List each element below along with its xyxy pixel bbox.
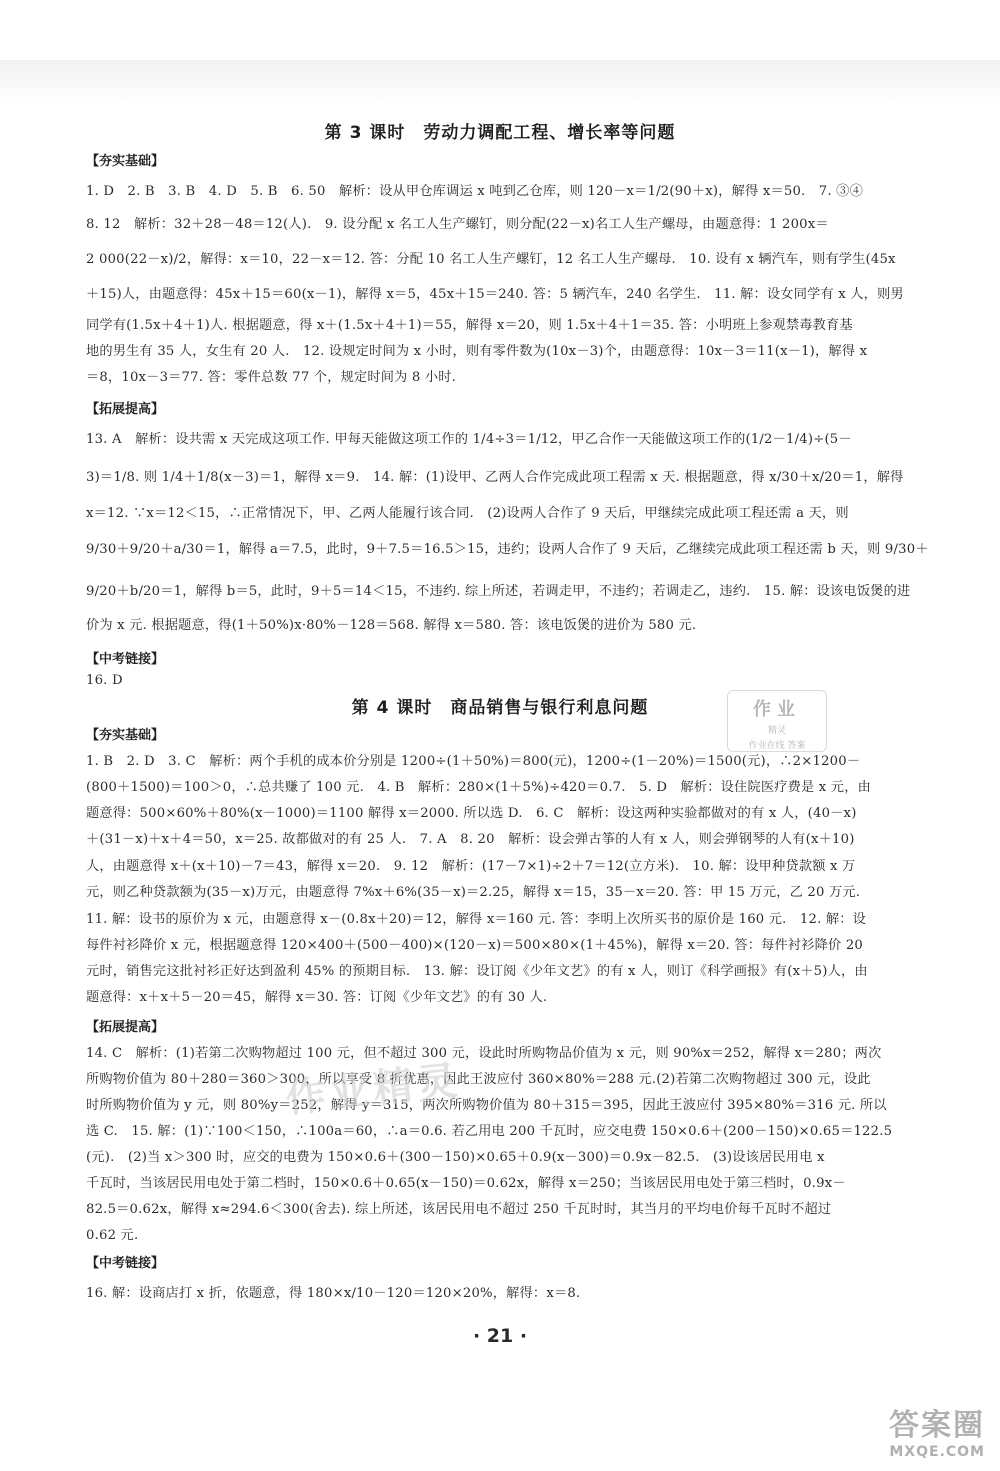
answer-line: 9/20＋b/20＝1，解得 b＝5，此时，9＋5＝14＜15，不违约. 综上所述，若调走甲，不违约；若调走乙，违约. 15. 解：设该电饭煲的进 (86, 584, 911, 599)
logo-url: MXQE.COM (889, 1444, 985, 1460)
answer-line: 14. C 解析：(1)若第二次购物超过 100 元，但不超过 300 元，设此时所购物品价值为 x 元，则 90%x＝252，解得 x＝280；两次 (86, 1046, 882, 1061)
stamp-text: 精灵 (767, 726, 786, 736)
answer-line: 2 000(22－x)/2，解得：x＝10，22－x＝12. 答：分配 10 名工人生产螺钉，12 名工人生产螺母. 10. 设有 x 辆汽车，则有学生(45x (86, 252, 896, 267)
watermark-stamp (727, 690, 827, 752)
lesson-4-title: 第 4 课时 商品销售与银行利息问题 (351, 698, 649, 718)
answer-line: 0.62 元. (86, 1228, 139, 1243)
answer-line: 同学有(1.5x＋4＋1)人. 根据题意，得 x＋(1.5x＋4＋1)＝55，解得 x＝20，则 1.5x＋4＋1＝35. 答：小明班上参观禁毒教育基 (86, 318, 853, 333)
answer-line: 9/30＋9/20＋a/30＝1，解得 a＝7.5，此时，9＋7.5＝16.5＞15，违约；设两人合作了 9 天后，乙继续完成此项工程还需 b 天，则 9/30＋ (86, 542, 929, 557)
answer-line: 人，由题意得 x＋(x＋10)－7＝43，解得 x＝20. 9. 12 解析：(17－7×1)÷2＋7＝12(立方米). 10. 解：设甲种贷款额 x 万 (86, 859, 856, 874)
lesson-3-title: 第 3 课时 劳动力调配工程、增长率等问题 (324, 123, 676, 143)
answer-line: 选 C. 15. 解：(1)∵100＜150，∴100a＝60，∴a＝0.6. 若乙用电 200 千瓦时，应交电费 150×0.6＋(200－150)×0.65＝122.5 (86, 1124, 893, 1139)
answer-line: 价为 x 元. 根据题意，得(1＋50%)x·80%－128＝568. 解得 x＝580. 答：该电饭煲的进价为 580 元. (86, 618, 697, 633)
answer-line: 元时，销售完这批衬衫正好达到盈利 45% 的预期目标. 13. 解：设订阅《少年文艺》的有 x 人，则订《科学画报》有(x＋5)人，由 (86, 964, 868, 979)
answer-line: 82.5＝0.62x，解得 x≈294.6＜300(舍去). 综上所述，该居民用电不超过 250 千瓦时时，其当月的平均电价每千瓦时不超过 (86, 1202, 832, 1217)
answer-line: 13. A 解析：设共需 x 天完成这项工作. 甲每天能做这项工作的 1/4÷3＝1/12，甲乙合作一天能做这项工作的(1/2－1/4)÷(5－ (86, 432, 852, 447)
answer-line: (800＋1500)＝100＞0，∴总共赚了 100 元. 4. B 解析：280×(1＋5%)÷420＝0.7. 5. D 解析：设住院医疗费是 x 元，由 (86, 780, 871, 795)
answer-line: 11. 解：设书的原价为 x 元，由题意得 x－(0.8x＋20)＝12，解得 x＝160 元. 答：李明上次所买书的原价是 160 元. 12. 解：设 (86, 912, 867, 927)
section-basic-heading: 【夯实基础】 (86, 728, 165, 743)
answer-line: 元，则乙种贷款额为(35－x)万元，由题意得 7%x＋6%(35－x)＝2.25，解得 x＝15，35－x＝20. 答：甲 15 万元，乙 20 万元. (86, 885, 861, 900)
answer-line: 3)＝1/8. 则 1/4＋1/8(x－3)＝1，解得 x＝9. 14. 解：(1)设甲、乙两人合作完成此项工程需 x 天. 根据题意，得 x/30＋x/20＝1，解得 (86, 470, 904, 485)
answer-line: (元). (2)当 x＞300 时，应交的电费为 150×0.6＋(300－150)×0.65＋0.9(x－300)＝0.9x－82.5. (3)设该居民用电 x (86, 1150, 825, 1165)
answer-line: 所购物价值为 80＋280＝360＞300，所以享受 8 折优惠，因此王波应付 360×80%＝288 元.(2)若第二次购物超过 300 元，设此 (86, 1072, 871, 1087)
section-exam-heading: 【中考链接】 (86, 1256, 165, 1271)
stamp-text: 作业 (753, 699, 801, 720)
answer-line: 题意得：500×60%＋80%(x－1000)＝1100 解得 x＝2000. 所以选 D. 6. C 解析：设这两种实验都做对的有 x 人，(40－x) (86, 806, 857, 821)
answer-line: ＝8，10x－3＝77. 答：零件总数 77 个，规定时间为 8 小时. (86, 370, 457, 385)
section-extend-heading: 【拓展提高】 (86, 1020, 165, 1035)
answer-line: 地的男生有 35 人，女生有 20 人. 12. 设规定时间为 x 小时，则有零件数为(10x－3)个，由题意得：10x－3＝11(x－1)，解得 x (86, 344, 868, 359)
faint-watermark: 作业精灵 (283, 1057, 464, 1123)
answer-line: ＋15)人，由题意得：45x＋15＝60(x－1)，解得 x＝5，45x＋15＝240. 答：5 辆汽车，240 名学生. 11. 解：设女同学有 x 人，则男 (86, 287, 904, 302)
stamp-text: 作业在线 答案 (748, 741, 806, 751)
answer-line: 8. 12 解析：32＋28－48＝12(人). 9. 设分配 x 名工人生产螺钉，则分配(22－x)名工人生产螺母，由题意得：1 200x＝ (86, 217, 829, 232)
answer-line: 题意得：x＋x＋5－20＝45，解得 x＝30. 答：订阅《少年文艺》的有 30 人. (86, 990, 548, 1005)
answer-line: 时所购物价值为 y 元，则 80%y＝252，解得 y＝315，两次所购物价值为 80＋315＝395，因此王波应付 395×80%＝316 元. 所以 (86, 1098, 887, 1113)
logo-mark: 答案圈 (889, 1408, 985, 1443)
answer-line: 每件衬衫降价 x 元，根据题意得 120×400＋(500－400)×(120－x)＝500×80×(1＋45%)，解得 x＝20. 答：每件衬衫降价 20 (86, 938, 864, 953)
answer-line: ＋(31－x)＋x＋4＝50，x＝25. 故都做对的有 25 人. 7. A 8. 20 解析：设会弹古筝的人有 x 人，则会弹钢琴的人有(x＋10) (86, 832, 855, 847)
answer-line: 1. D 2. B 3. B 4. D 5. B 6. 50 解析：设从甲仓库调运 x 吨到乙仓库，则 120－x＝1/2(90＋x)，解得 x＝50. 7. ③④ (86, 184, 863, 199)
section-extend-heading: 【拓展提高】 (86, 402, 165, 417)
answer-line: 1. B 2. D 3. C 解析：两个手机的成本价分别是 1200÷(1＋50%)＝800(元)，1200÷(1－20%)＝1500(元)，∴2×1200－ (86, 754, 861, 769)
section-basic-heading: 【夯实基础】 (86, 154, 165, 169)
site-logo (850, 1400, 985, 1465)
answer-line: 千瓦时，当该居民用电处于第二档时，150×0.6＋0.65(x－150)＝0.62x，解得 x＝250；当该居民用电处于第三档时，0.9x－ (86, 1176, 846, 1191)
answer-line: 16. 解：设商店打 x 折，依题意，得 180×x/10－120＝120×20%，解得：x＝8. (86, 1286, 581, 1301)
answer-line: x＝12. ∵x＝12＜15，∴正常情况下，甲、乙两人能履行该合同. (2)设两人合作了 9 天后，甲继续完成此项工程还需 a 天，则 (86, 506, 849, 521)
page-number: · 21 · (472, 1325, 528, 1347)
section-exam-heading: 【中考链接】 (86, 652, 165, 667)
answer-line: 16. D (86, 673, 123, 688)
